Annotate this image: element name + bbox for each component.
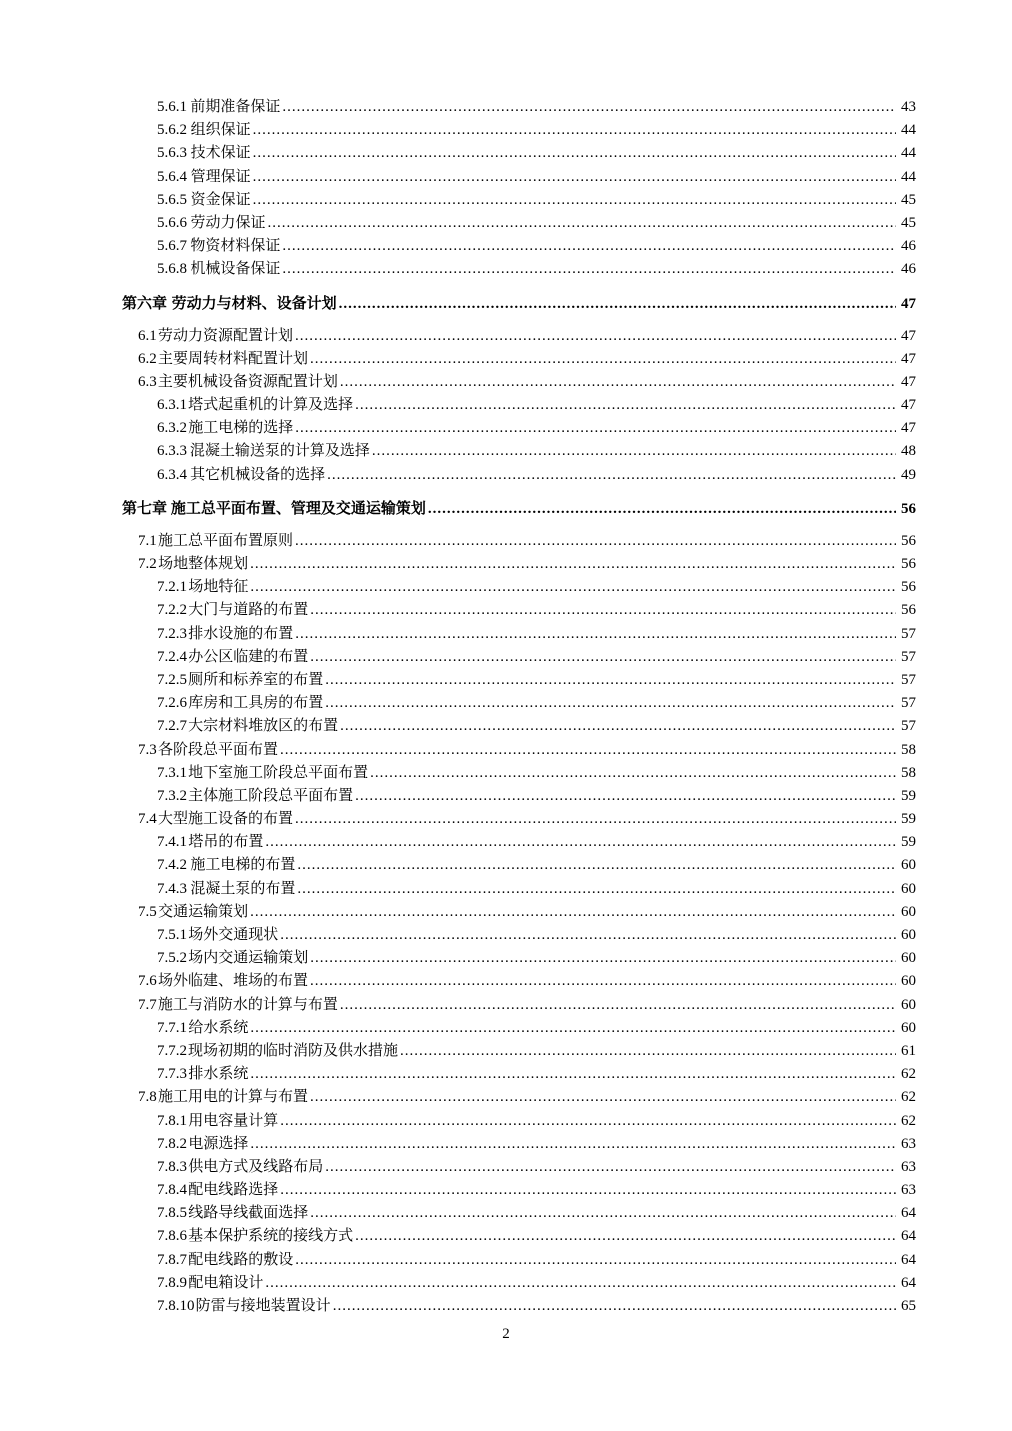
toc-entry-page: 59 <box>901 811 916 828</box>
toc-entry[interactable] <box>122 669 916 692</box>
toc-entry-title: 现场初期的临时消防及供水措施 <box>188 1042 399 1059</box>
toc-entry[interactable] <box>122 785 916 808</box>
toc-entry-page: 60 <box>901 973 916 990</box>
toc-entry-number: 7.5.2 <box>157 950 187 967</box>
toc-entry-page: 47 <box>901 397 916 414</box>
toc-entry-title: 混凝土泵的布置 <box>190 880 296 897</box>
toc-entry-number: 5.6.4 <box>157 168 187 185</box>
dot-leader <box>282 96 896 119</box>
dot-leader <box>280 924 896 947</box>
toc-entry-number: 7.7.1 <box>157 1019 187 1036</box>
dot-leader <box>250 901 896 924</box>
dot-leader <box>295 808 896 831</box>
toc-entry-number: 6.3 <box>138 373 157 390</box>
toc-entry[interactable] <box>122 762 916 785</box>
toc-entry-number: 7.4 <box>138 811 157 828</box>
toc-entry-title: 混凝土输送泵的计算及选择 <box>189 443 370 460</box>
dot-leader <box>280 739 896 762</box>
toc-entry[interactable] <box>122 394 916 417</box>
toc-entry[interactable] <box>122 553 916 576</box>
toc-entry[interactable] <box>122 1110 916 1133</box>
toc-entry[interactable] <box>122 1040 916 1063</box>
toc-entry-number: 6.3.1 <box>157 397 187 414</box>
toc-entry[interactable] <box>122 189 916 212</box>
toc-entry-page: 45 <box>901 214 916 231</box>
toc-entry-page: 48 <box>901 443 916 460</box>
toc-entry-page: 56 <box>901 556 916 572</box>
toc-entry[interactable] <box>122 371 916 394</box>
toc-entry-number: 7.7.3 <box>157 1066 187 1083</box>
toc-entry-page: 47 <box>901 373 916 390</box>
dot-leader <box>265 1272 896 1295</box>
toc-entry-page: 62 <box>901 1066 916 1083</box>
toc-entry-title: 线路导线截面选择 <box>188 1205 309 1222</box>
toc-entry-title: 办公区临建的布置 <box>188 648 309 665</box>
toc-entry-title: 配电箱设计 <box>188 1274 264 1291</box>
toc-entry-number: 第七章 <box>122 500 168 517</box>
toc-entry-number: 7.4.3 <box>157 880 187 897</box>
toc-entry-number: 7.7.2 <box>157 1042 187 1059</box>
toc-entry-title: 施工总平面布置、管理及交通运输策划 <box>170 500 426 517</box>
toc-entry-page: 43 <box>901 99 916 115</box>
dot-leader <box>310 599 896 622</box>
toc-entry-number: 5.6.6 <box>157 214 187 231</box>
toc-entry-number: 6.3.3 <box>157 443 187 460</box>
dot-leader <box>268 212 897 235</box>
toc-entry-page: 56 <box>901 532 916 549</box>
toc-entry-page: 63 <box>901 1158 916 1175</box>
toc-entry-number: 第六章 <box>122 295 168 312</box>
toc-entry-number: 7.8.5 <box>157 1205 187 1222</box>
dot-leader <box>250 1063 896 1086</box>
toc-entry-number: 7.8.1 <box>157 1112 187 1129</box>
dot-leader <box>325 1156 896 1179</box>
toc-entry[interactable] <box>122 994 916 1017</box>
toc-entry-number: 5.6.5 <box>157 191 187 208</box>
toc-entry-title: 场外交通现状 <box>188 927 279 943</box>
dot-leader <box>310 646 896 669</box>
toc-entry-page: 56 <box>901 500 916 517</box>
toc-entry-title: 排水系统 <box>188 1066 249 1083</box>
toc-entry-number: 5.6.8 <box>157 261 187 278</box>
toc-entry-page: 47 <box>901 420 916 437</box>
dot-leader <box>282 258 896 281</box>
toc-entry-number: 7.8 <box>138 1089 157 1106</box>
toc-entry-number: 7.8.7 <box>157 1251 187 1268</box>
toc-entry-title: 交通运输策划 <box>158 903 249 920</box>
toc-entry-number: 7.2.3 <box>157 625 187 642</box>
toc-entry-number: 7.2.4 <box>157 648 187 665</box>
dot-leader <box>355 785 896 808</box>
toc-entry-number: 7.2.1 <box>157 579 187 596</box>
toc-entry-page: 59 <box>901 834 916 851</box>
toc-entry-number: 7.8.4 <box>157 1182 187 1199</box>
toc-entry-title: 主要机械设备资源配置计划 <box>157 373 338 390</box>
toc-entry-number: 7.2.7 <box>157 718 187 735</box>
toc-entry-page: 64 <box>901 1205 916 1222</box>
toc-entry-title: 场地整体规划 <box>158 556 249 572</box>
toc-entry-page: 46 <box>901 261 916 278</box>
toc-entry-number: 7.8.9 <box>157 1274 187 1291</box>
dot-leader <box>295 417 896 440</box>
dot-leader <box>282 235 896 258</box>
toc-entry-title: 电源选择 <box>188 1135 249 1152</box>
toc-entry-title: 大型施工设备的布置 <box>158 811 294 828</box>
toc-entry-page: 57 <box>901 671 916 688</box>
toc-entry-number: 7.7 <box>138 996 157 1013</box>
toc-entry-title: 组织保证 <box>190 122 251 139</box>
dot-leader <box>327 464 896 487</box>
toc-entry[interactable] <box>122 947 916 970</box>
toc-entry-page: 60 <box>901 950 916 967</box>
toc-entry-page: 59 <box>901 787 916 804</box>
dot-leader <box>310 970 896 993</box>
toc-entry-number: 7.3.1 <box>157 764 187 781</box>
toc-entry-title: 场外临建、堆场的布置 <box>157 973 308 990</box>
toc-entry-title: 配电线路选择 <box>188 1182 279 1199</box>
toc-entry[interactable] <box>122 1295 916 1318</box>
toc-entry-number: 5.6.2 <box>157 122 187 139</box>
toc-entry[interactable] <box>122 348 916 371</box>
toc-entry-title: 主体施工阶段总平面布置 <box>188 787 354 804</box>
toc-entry-page: 49 <box>901 466 916 483</box>
dot-leader <box>295 530 896 553</box>
dot-leader <box>372 440 896 463</box>
toc-entry-title: 机械设备保证 <box>190 261 281 278</box>
toc-entry-page: 62 <box>901 1112 916 1129</box>
toc-entry[interactable] <box>122 924 916 947</box>
toc-entry[interactable] <box>122 1272 916 1295</box>
toc-entry-number: 7.6 <box>138 973 157 990</box>
dot-leader <box>355 1225 896 1248</box>
toc-entry[interactable] <box>122 530 916 553</box>
toc-entry-number: 7.2 <box>138 556 157 572</box>
toc-entry[interactable] <box>122 576 916 599</box>
dot-leader <box>250 576 896 599</box>
dot-leader <box>253 142 896 165</box>
toc-entry-title: 施工电梯的选择 <box>188 420 294 437</box>
toc-entry-title: 排水设施的布置 <box>188 625 294 642</box>
dot-leader <box>280 1179 896 1202</box>
dot-leader <box>297 854 896 877</box>
toc-entry-number: 7.2.6 <box>157 695 187 712</box>
toc-entry-page: 46 <box>901 238 916 255</box>
toc-entry[interactable] <box>122 212 916 235</box>
dot-leader <box>250 1133 896 1156</box>
toc-entry[interactable] <box>122 901 916 924</box>
toc-entry-number: 7.5 <box>138 903 157 920</box>
dot-leader <box>340 371 896 394</box>
toc-entry-title: 劳动力资源配置计划 <box>158 327 294 344</box>
toc-entry-number: 7.8.2 <box>157 1135 187 1152</box>
toc-entry-title: 地下室施工阶段总平面布置 <box>188 764 369 781</box>
dot-leader <box>295 325 896 348</box>
toc-entry-page: 47 <box>901 350 916 367</box>
toc-entry-page: 63 <box>901 1182 916 1199</box>
dot-leader <box>250 553 896 576</box>
toc-entry-page: 57 <box>901 718 916 735</box>
toc-entry-page: 57 <box>901 625 916 642</box>
toc-entry-title: 用电容量计算 <box>188 1112 279 1129</box>
dot-leader <box>253 119 896 142</box>
toc-entry-number: 6.1 <box>138 327 157 344</box>
dot-leader <box>355 394 896 417</box>
toc-entry-page: 64 <box>901 1228 916 1245</box>
dot-leader <box>253 166 896 189</box>
dot-leader <box>310 1202 896 1225</box>
toc-entry-title: 厕所和标养室的布置 <box>188 671 324 688</box>
toc-entry-title: 场内交通运输策划 <box>188 950 309 967</box>
toc-entry-page: 64 <box>901 1274 916 1291</box>
toc-entry-number: 7.2.2 <box>157 602 187 619</box>
toc-entry[interactable] <box>122 692 916 715</box>
toc-entry-title: 资金保证 <box>190 191 251 208</box>
toc-entry-number: 5.6.3 <box>157 145 187 162</box>
toc-entry-page: 64 <box>901 1251 916 1268</box>
toc-entry-number: 7.3 <box>138 741 157 758</box>
toc-chapter-entry[interactable] <box>122 286 916 322</box>
toc-entry[interactable] <box>122 623 916 646</box>
toc-entry[interactable] <box>122 739 916 762</box>
toc-entry-page: 60 <box>901 1019 916 1036</box>
toc-entry-page: 56 <box>901 579 916 596</box>
dot-leader <box>325 692 896 715</box>
toc-entry[interactable] <box>122 1249 916 1272</box>
toc-entry[interactable] <box>122 119 916 142</box>
page-number: 2 <box>502 1326 510 1342</box>
toc-entry-title: 各阶段总平面布置 <box>158 741 279 758</box>
toc-entry-title: 大门与道路的布置 <box>188 602 309 619</box>
toc-entry-number: 6.3.4 <box>157 466 187 483</box>
toc-chapter-entry[interactable] <box>122 491 916 527</box>
toc-entry-number: 7.1 <box>138 532 157 549</box>
toc-entry-page: 45 <box>901 191 916 208</box>
dot-leader <box>370 762 896 785</box>
toc-entry-number: 7.4.2 <box>157 857 187 874</box>
toc-entry-title: 给水系统 <box>188 1019 249 1036</box>
toc-entry-number: 6.2 <box>138 350 157 367</box>
toc-entry[interactable] <box>122 1063 916 1086</box>
dot-leader <box>295 623 896 646</box>
dot-leader <box>428 491 896 527</box>
toc-entry[interactable] <box>122 142 916 165</box>
toc-entry-page: 44 <box>901 122 916 139</box>
toc-entry-page: 62 <box>901 1089 916 1106</box>
toc-entry[interactable] <box>122 854 916 877</box>
toc-entry[interactable] <box>122 1202 916 1225</box>
toc-entry-number: 7.4.1 <box>157 834 187 851</box>
toc-entry[interactable] <box>122 325 916 348</box>
toc-entry-title: 大宗材料堆放区的布置 <box>188 718 339 735</box>
toc-entry[interactable] <box>122 258 916 281</box>
dot-leader <box>340 994 896 1017</box>
dot-leader <box>265 831 896 854</box>
toc-entry[interactable] <box>122 970 916 993</box>
toc-entry-title: 施工用电的计算与布置 <box>157 1089 308 1106</box>
dot-leader <box>325 669 896 692</box>
toc-entry-page: 58 <box>901 741 916 758</box>
dot-leader <box>250 1017 896 1040</box>
toc-entry[interactable] <box>122 808 916 831</box>
toc-entry[interactable] <box>122 878 916 901</box>
toc-entry-title: 基本保护系统的接线方式 <box>188 1228 354 1245</box>
toc-entry-number: 5.6.7 <box>157 238 187 255</box>
table-of-contents <box>122 96 916 1318</box>
dot-leader <box>297 878 896 901</box>
toc-entry[interactable] <box>122 96 916 119</box>
toc-entry-title: 管理保证 <box>190 168 251 185</box>
toc-entry-title: 前期准备保证 <box>190 99 281 115</box>
dot-leader <box>333 1295 896 1318</box>
dot-leader <box>253 189 896 212</box>
toc-entry-number: 7.8.3 <box>157 1158 187 1175</box>
toc-entry-title: 供电方式及线路布局 <box>188 1158 324 1175</box>
toc-entry-page: 57 <box>901 695 916 712</box>
toc-entry-title: 施工总平面布置原则 <box>158 532 294 549</box>
dot-leader <box>340 715 896 738</box>
toc-entry-number: 7.8.10 <box>157 1298 195 1314</box>
toc-entry-page: 60 <box>901 927 916 943</box>
dot-leader <box>400 1040 896 1063</box>
toc-entry[interactable] <box>122 1086 916 1109</box>
toc-entry-page: 44 <box>901 145 916 162</box>
toc-entry[interactable] <box>122 235 916 258</box>
toc-entry-title: 配电线路的敷设 <box>188 1251 294 1268</box>
toc-entry-number: 7.3.2 <box>157 787 187 804</box>
toc-entry[interactable] <box>122 831 916 854</box>
toc-entry-page: 58 <box>901 764 916 781</box>
toc-entry[interactable] <box>122 440 916 463</box>
toc-entry[interactable] <box>122 1179 916 1202</box>
toc-entry-page: 47 <box>901 295 916 312</box>
toc-entry-page: 63 <box>901 1135 916 1152</box>
toc-entry-title: 施工电梯的布置 <box>190 857 296 874</box>
dot-leader <box>310 348 896 371</box>
toc-entry[interactable] <box>122 646 916 669</box>
dot-leader <box>295 1249 896 1272</box>
toc-entry-title: 施工与消防水的计算与布置 <box>157 996 338 1013</box>
toc-entry-page: 44 <box>901 168 916 185</box>
toc-entry-title: 场地特征 <box>188 579 249 596</box>
toc-entry-page: 60 <box>901 880 916 897</box>
toc-entry-title: 塔式起重机的计算及选择 <box>188 397 354 414</box>
toc-entry-title: 劳动力保证 <box>190 214 266 231</box>
dot-leader <box>310 1086 896 1109</box>
toc-entry-number: 7.2.5 <box>157 671 187 688</box>
toc-entry-title: 技术保证 <box>190 145 251 162</box>
toc-entry[interactable] <box>122 1156 916 1179</box>
dot-leader <box>310 947 896 970</box>
toc-entry-page: 60 <box>901 996 916 1013</box>
toc-entry-title: 主要周转材料配置计划 <box>157 350 308 367</box>
toc-entry[interactable] <box>122 1225 916 1248</box>
toc-entry[interactable] <box>122 464 916 487</box>
toc-entry-page: 56 <box>901 602 916 619</box>
toc-entry[interactable] <box>122 1017 916 1040</box>
toc-entry-title: 其它机械设备的选择 <box>190 466 326 483</box>
toc-entry-title: 库房和工具房的布置 <box>188 695 324 712</box>
toc-entry-number: 5.6.1 <box>157 99 187 115</box>
toc-entry[interactable] <box>122 417 916 440</box>
toc-entry[interactable] <box>122 599 916 622</box>
toc-entry-page: 60 <box>901 903 916 920</box>
toc-entry[interactable] <box>122 166 916 189</box>
toc-entry-page: 61 <box>901 1042 916 1059</box>
toc-entry-title: 劳动力与材料、设备计划 <box>171 295 337 312</box>
toc-entry[interactable] <box>122 1133 916 1156</box>
toc-entry-title: 防雷与接地装置设计 <box>195 1298 331 1314</box>
toc-entry-page: 57 <box>901 648 916 665</box>
dot-leader <box>280 1110 896 1133</box>
toc-entry-title: 塔吊的布置 <box>188 834 264 851</box>
toc-entry-page: 47 <box>901 327 916 344</box>
toc-entry[interactable] <box>122 715 916 738</box>
toc-entry-page: 60 <box>901 857 916 874</box>
dot-leader <box>339 286 896 322</box>
toc-entry-number: 7.8.6 <box>157 1228 187 1245</box>
toc-entry-number: 6.3.2 <box>157 420 187 437</box>
toc-entry-number: 7.5.1 <box>157 927 187 943</box>
toc-entry-title: 物资材料保证 <box>190 238 281 255</box>
toc-entry-page: 65 <box>901 1298 916 1314</box>
